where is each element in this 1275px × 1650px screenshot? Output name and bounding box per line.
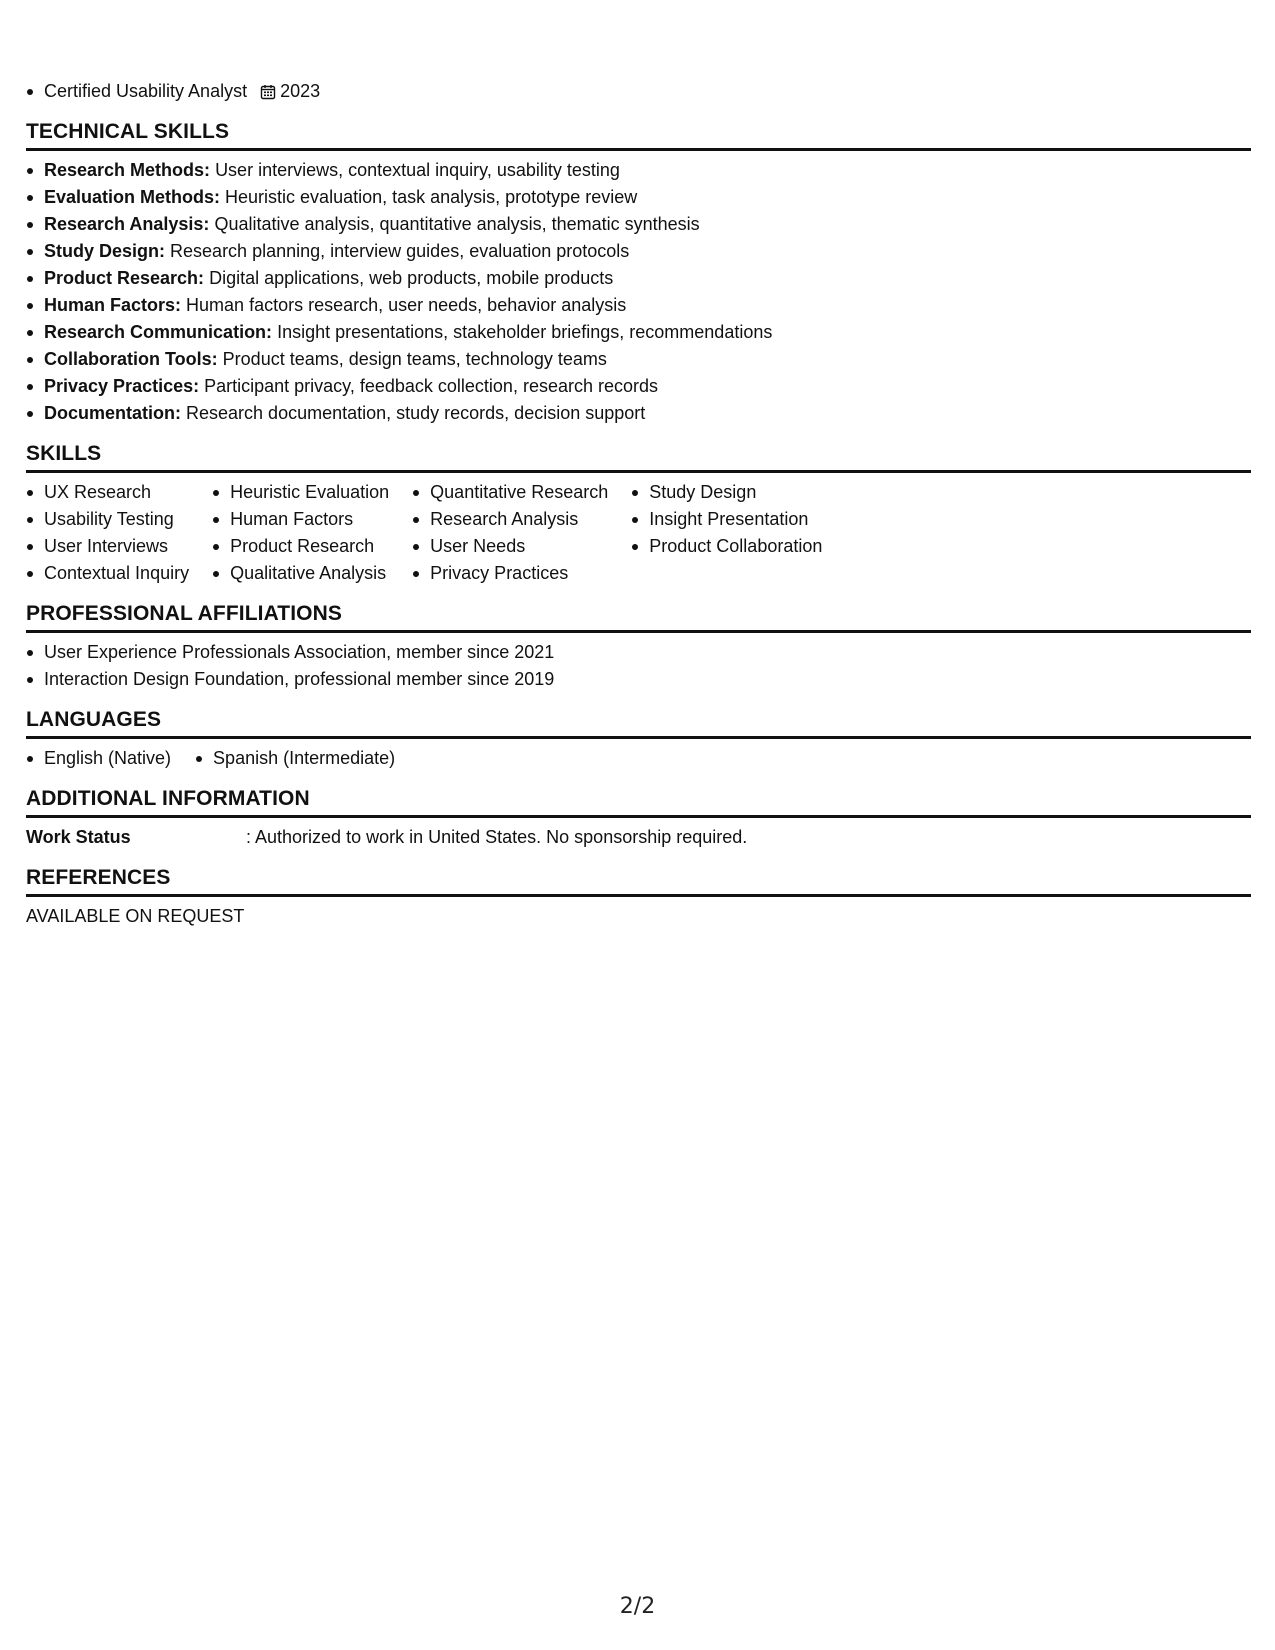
work-status-row (26, 824, 1251, 851)
references-heading: REFERENCES (26, 864, 1251, 897)
technical-skill-item (26, 265, 1251, 292)
certification-item (26, 78, 1251, 105)
skill-item: Research Analysis (412, 506, 608, 533)
technical-skill-label: Evaluation Methods: (44, 187, 221, 207)
additional-info-heading: ADDITIONAL INFORMATION (26, 785, 1251, 818)
additional-info-section (26, 785, 1251, 851)
calendar-icon (260, 84, 276, 100)
technical-skill-label: Product Research: (44, 268, 205, 288)
technical-skill-value: Product teams, design teams, technology teams (222, 349, 607, 369)
technical-skill-item (26, 211, 1251, 238)
skills-section (26, 440, 1251, 587)
technical-skill-item (26, 292, 1251, 319)
technical-skill-value: Qualitative analysis, quantitative analysis, thematic synthesis (214, 214, 700, 234)
technical-skill-item (26, 238, 1251, 265)
skill-item: Usability Testing (26, 506, 189, 533)
technical-skill-value: User interviews, contextual inquiry, usability testing (215, 160, 620, 180)
languages-list (26, 745, 1251, 772)
languages-section (26, 706, 1251, 772)
skill-item: UX Research (26, 479, 189, 506)
technical-skill-item (26, 184, 1251, 211)
skill-item: Product Collaboration (631, 533, 822, 560)
skills-column (631, 479, 822, 587)
technical-skills-list (26, 157, 1251, 427)
skill-item: Contextual Inquiry (26, 560, 189, 587)
page-number: 2/2 (619, 1594, 656, 1619)
technical-skill-label: Study Design: (44, 241, 166, 261)
affiliation-item: User Experience Professionals Association, member since 2021 (26, 639, 1251, 666)
technical-skill-item (26, 157, 1251, 184)
affiliations-heading: PROFESSIONAL AFFILIATIONS (26, 600, 1251, 633)
skills-column (26, 479, 189, 587)
technical-skills-heading: TECHNICAL SKILLS (26, 118, 1251, 151)
work-status-value: : Authorized to work in United States. No sponsorship required. (246, 827, 748, 847)
technical-skill-value: Research planning, interview guides, evaluation protocols (170, 241, 630, 261)
skill-item: Insight Presentation (631, 506, 822, 533)
references-text: AVAILABLE ON REQUEST (26, 906, 245, 926)
certification-year: 2023 (280, 81, 321, 101)
skill-item: Heuristic Evaluation (212, 479, 389, 506)
technical-skill-label: Documentation: (44, 403, 181, 423)
skills-heading: SKILLS (26, 440, 1251, 473)
affiliations-list (26, 639, 1251, 693)
technical-skill-value: Participant privacy, feedback collection, research records (204, 376, 659, 396)
technical-skills-section (26, 118, 1251, 427)
skills-grid (26, 479, 1251, 587)
work-status-label: Work Status (26, 827, 131, 847)
technical-skill-label: Collaboration Tools: (44, 349, 218, 369)
skill-item: Product Research (212, 533, 389, 560)
skill-item: Privacy Practices (412, 560, 608, 587)
resume-page (26, 78, 1251, 930)
technical-skill-value: Research documentation, study records, decision support (186, 403, 646, 423)
skill-item: User Needs (412, 533, 608, 560)
languages-heading: LANGUAGES (26, 706, 1251, 739)
references-section (26, 864, 1251, 930)
technical-skill-value: Human factors research, user needs, behavior analysis (186, 295, 627, 315)
technical-skill-item (26, 346, 1251, 373)
language-item: Spanish (Intermediate) (195, 745, 395, 772)
technical-skill-value: Digital applications, web products, mobile products (209, 268, 614, 288)
technical-skill-label: Privacy Practices: (44, 376, 200, 396)
technical-skill-item (26, 400, 1251, 427)
skill-item: User Interviews (26, 533, 189, 560)
technical-skill-item (26, 373, 1251, 400)
affiliation-item: Interaction Design Foundation, professional member since 2019 (26, 666, 1251, 693)
technical-skill-label: Research Communication: (44, 322, 273, 342)
skills-column (212, 479, 389, 587)
skill-item: Qualitative Analysis (212, 560, 389, 587)
technical-skill-item (26, 319, 1251, 346)
skills-column (412, 479, 608, 587)
skill-item: Quantitative Research (412, 479, 608, 506)
language-item: English (Native) (26, 745, 171, 772)
technical-skill-label: Research Methods: (44, 160, 211, 180)
technical-skill-value: Heuristic evaluation, task analysis, prototype review (225, 187, 638, 207)
technical-skill-value: Insight presentations, stakeholder briefings, recommendations (277, 322, 773, 342)
technical-skill-label: Human Factors: (44, 295, 182, 315)
affiliations-section (26, 600, 1251, 693)
certification-list (26, 78, 1251, 105)
technical-skill-label: Research Analysis: (44, 214, 210, 234)
certification-name: Certified Usability Analyst (44, 81, 248, 101)
skill-item: Human Factors (212, 506, 389, 533)
skill-item: Study Design (631, 479, 822, 506)
